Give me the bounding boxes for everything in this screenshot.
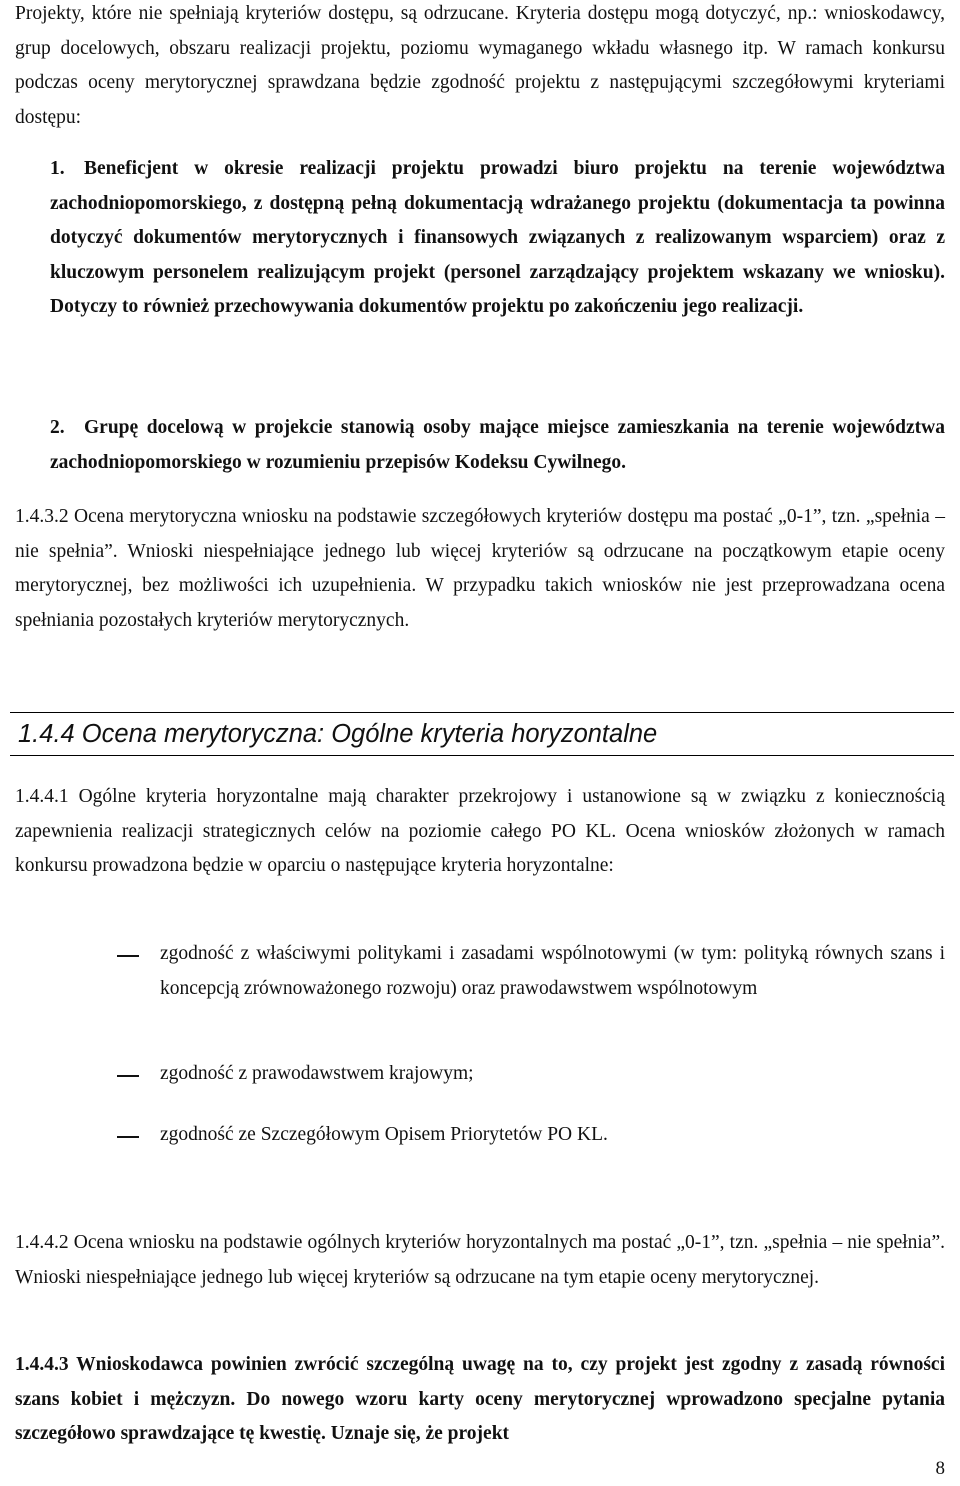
criterion-number: 2. [50,417,65,438]
list-item: zgodność z prawodawstwem krajowym; [160,1063,474,1084]
dash-bullet-icon [117,1136,139,1138]
dash-bullet-icon [117,1075,139,1077]
criterion-item-1 [50,152,945,325]
paragraph-1-4-4-2: 1.4.4.2 Ocena wniosku na podstawie ogólnych kryteriów horyzontalnych ma postać „0-1”, tzn. „spełnia – nie spełnia”. Wnioski niespełniające jednego lub więcej kryteriów są odrzucane na tym etapie oceny merytorycznej. [15,1232,945,1288]
list-item: zgodność z właściwymi politykami i zasadami wspólnotowymi (w tym: polityką równych szans i koncepcją zrównoważonego rozwoju) oraz prawodawstwem wspólnotowym [160,943,945,999]
intro-line: Projekty, które nie spełniają kryteriów dostępu, są odrzucane. Kryteria dostępu mogą dotyczyć, np.: [15,3,818,24]
section-heading [10,712,954,756]
paragraph-1-4-3-2: 1.4.3.2 Ocena merytoryczna wniosku na podstawie szczegółowych kryteriów dostępu ma postać „0-1”, tzn. „spełnia – nie spełnia”. Wnioski niespełniające jednego lub więcej kryteriów są odrzucane na początkowym etapie oceny merytorycznej, bez możliwości ich uzupełnienia. W przypadku takich wniosków nie jest przeprowadzana ocena spełniania pozostałych kryteriów merytorycznych. [15,506,945,631]
page-number: 8 [935,1458,945,1479]
intro-line: projektu z następującymi szczegółowymi kryteriami dostępu: [15,72,946,128]
intro-line: wnioskodawcy, grup docelowych, obszaru realizacji projektu, poziomu wymaganego wkładu [15,3,945,59]
dash-bullet-icon [117,955,139,957]
paragraph-1-4-4-3: 1.4.4.3 Wnioskodawca powinien zwrócić szczególną uwagę na to, czy projekt jest zgodny z zasadą równości szans kobiet i mężczyzn. Do nowego wzoru karty oceny merytorycznej wprowadzono specjalne pytania szczegółowo sprawdzające tę kwestię. Uznaje się, że projekt [15,1354,945,1444]
list-item: zgodność ze Szczegółowym Opisem Priorytetów PO KL. [160,1124,608,1145]
criterion-number: 1. [50,158,65,179]
intro-paragraph [15,0,945,135]
criterion-text: Beneficjent w okresie realizacji projektu prowadzi biuro projektu na terenie województwa zachodniopomorskiego, z dostępną pełną dokumentacją wdrażanego projektu (dokumentacja ta powinna dotyczyć dokumentów merytorycznych i finansowych związanych z realizowanym wsparciem) oraz z kluczowym personelem realizującym projekt (personel zarządzający projektem wskazany we wniosku). Dotyczy to również przechowywania dokumentów projektu po zakończeniu jego realizacji. [50,158,945,317]
intro-line: własnego itp. W ramach konkursu podczas oceny merytorycznej sprawdzana będzie zgodność [15,37,946,93]
criterion-text: Grupę docelową w projekcie stanowią osoby mające miejsce zamieszkania na terenie województwa zachodniopomorskiego w rozumieniu przepisów Kodeksu Cywilnego. [50,417,945,473]
criterion-item-2 [50,411,945,480]
paragraph-1-4-4-1: 1.4.4.1 Ogólne kryteria horyzontalne mają charakter przekrojowy i ustanowione są w związku z koniecznością zapewnienia realizacji strategicznych celów na poziomie całego PO KL. Ocena wniosków złożonych w ramach konkursu prowadzona będzie w oparciu o następujące kryteria horyzontalne: [15,786,945,876]
section-heading-text: 1.4.4 Ocena merytoryczna: Ogólne kryteria horyzontalne [18,720,658,748]
